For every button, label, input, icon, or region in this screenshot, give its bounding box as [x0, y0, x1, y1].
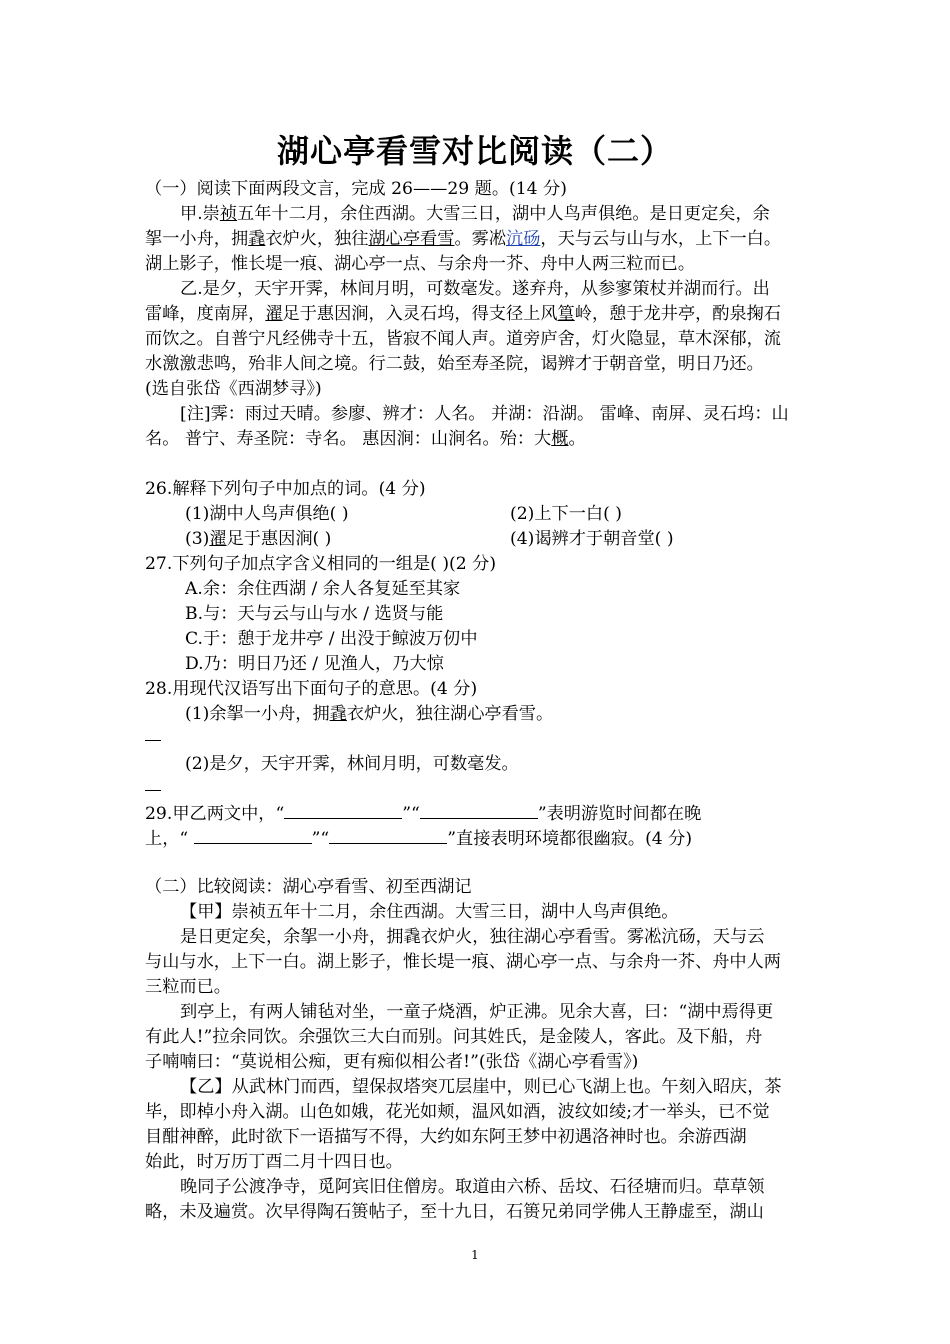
question-28-item: (1)余挐一小舟，拥毳衣炉火，独往湖心亭看雪。 [185, 704, 554, 724]
question-26-item: (1)湖中人鸟声俱绝( ) [185, 504, 349, 524]
answer-blank[interactable] [284, 804, 402, 819]
passage-line: 到亭上，有两人铺毡对坐，一童子烧酒，炉正沸。见余大喜，曰：“湖中焉得更 [180, 1002, 774, 1022]
question-27-option-c: C.于：憩于龙井亭 / 出没于鲸波万仞中 [185, 629, 478, 649]
question-28-item: (2)是夕，天宇开霁，林间月明，可数毫发。 [185, 754, 519, 774]
passage-jia-line: 挐一小舟，拥毳衣炉火，独往湖心亭看雪。雾凇沆砀，天与云与山与水，上下一白。 [145, 229, 782, 249]
question-27-option-a: A.余：余住西湖 / 余人各复延至其家 [185, 579, 461, 599]
passage-yi-line: 雷峰，度南屏，濯足于惠因涧，入灵石坞，得支径上风篁岭，憩于龙井亭，酌泉掬石 [145, 304, 782, 324]
passage-line: 三粒而已。 [145, 977, 231, 997]
question-27-heading: 27.下列句子加点字含义相同的一组是( )(2 分) [145, 554, 497, 574]
answer-blank[interactable] [420, 804, 538, 819]
passage-line: 始此，时万历丁酉二月十四日也。 [145, 1152, 403, 1172]
question-27-option-d: D.乃：明日乃还 / 见渔人，乃大惊 [185, 654, 444, 674]
answer-blank[interactable] [329, 829, 447, 844]
page-number: 1 [471, 1248, 479, 1262]
answer-line [145, 740, 161, 741]
question-26-item: (2)上下一白( ) [510, 504, 622, 524]
annotation-link[interactable]: 沆砀 [506, 229, 541, 249]
passage-line: 子喃喃曰：“莫说相公痴，更有痴似相公者!”(张岱《湖心亭看雪》) [145, 1052, 639, 1072]
passage-line: 毕，即棹小舟入湖。山色如娥，花光如颊，温风如酒，波纹如绫;才一举头，已不觉 [145, 1102, 770, 1122]
passage-line: 晚同子公渡净寺，觅阿宾旧住僧房。取道由六桥、岳坟、石径塘而归。草草领 [180, 1177, 765, 1197]
note-line: 名。 普宁、寿圣院：寺名。 惠因涧：山涧名。殆：大概。 [145, 429, 586, 449]
answer-line [145, 790, 161, 791]
passage-line: 目酣神醉，此时欲下一语描写不得，大约如东阿王梦中初遇洛神时也。余游西湖 [145, 1127, 747, 1147]
passage-source: (选自张岱《西湖梦寻》) [145, 379, 322, 399]
passage-line: 【甲】崇祯五年十二月，余住西湖。大雪三日，湖中人鸟声俱绝。 [180, 902, 679, 922]
passage-line: 略，未及遍赏。次早得陶石篑帖子，至十九日，石篑兄弟同学佛人王静虚至，湖山 [145, 1202, 764, 1222]
page-title: 湖心亭看雪对比阅读（二） [276, 132, 673, 170]
question-26-item: (3)濯足于惠因涧( ) [185, 529, 332, 549]
passage-yi-line: 而饮之。自普宁凡经佛寺十五，皆寂不闻人声。道旁庐舍，灯火隐显，草木深郁，流 [145, 329, 781, 349]
passage-jia-line: 湖上影子，惟长堤一痕、湖心亭一点、与余舟一芥、舟中人两三粒而已。 [145, 254, 696, 274]
passage-line: 【乙】从武林门而西，望保叔塔突兀层崖中，则已心飞湖上也。午刻入昭庆，茶 [180, 1077, 782, 1097]
question-28-heading: 28.用现代汉语写出下面句子的意思。(4 分) [145, 679, 478, 699]
note-line: [注]霁：雨过天晴。参廖、辨才：人名。 并湖：沿湖。 雷峰、南屏、灵石坞：山 [180, 404, 789, 424]
passage-line: 与山与水，上下一白。湖上影子，惟长堤一痕、湖心亭一点、与余舟一芥、舟中人两 [145, 952, 781, 972]
passage-line: 是日更定矣，余挐一小舟，拥毳衣炉火，独往湖心亭看雪。雾凇沆砀，天与云 [180, 927, 765, 947]
question-27-option-b: B.与：天与云与山与水 / 选贤与能 [185, 604, 444, 624]
answer-blank[interactable] [194, 829, 312, 844]
passage-jia-line: 甲.崇祯五年十二月，余住西湖。大雪三日，湖中人鸟声俱绝。是日更定矣，余 [180, 204, 770, 224]
section-two-heading: （二）比较阅读：湖心亭看雪、初至西湖记 [145, 877, 472, 897]
question-29-line: 29.甲乙两文中，“ ”“ ”表明游览时间都在晚 [145, 804, 702, 824]
question-26-heading: 26.解释下列句子中加点的词。(4 分) [145, 479, 426, 499]
section-one-heading: （一）阅读下面两段文言，完成 26——29 题。(14 分) [145, 179, 567, 199]
passage-line: 有此人!”拉余同饮。余强饮三大白而别。问其姓氏，是金陵人，客此。及下船，舟 [145, 1027, 763, 1047]
passage-yi-line: 水激激悲鸣，殆非人间之境。行二鼓，始至寿圣院，谒辨才于朝音堂，明日乃还。 [145, 354, 764, 374]
question-29-line: 上，“ ”“ ”直接表明环境都很幽寂。(4 分) [145, 829, 693, 849]
question-26-item: (4)谒辨才于朝音堂( ) [510, 529, 674, 549]
passage-yi-line: 乙.是夕，天宇开霁，林间月明，可数毫发。遂弃舟，从参寥策杖并湖而行。出 [180, 279, 770, 299]
